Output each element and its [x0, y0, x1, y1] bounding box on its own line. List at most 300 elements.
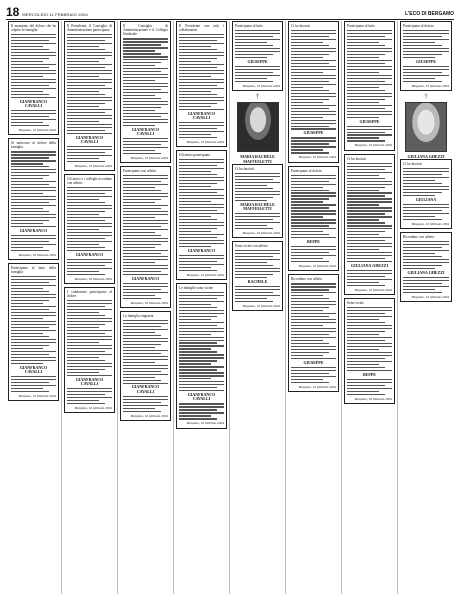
text-line — [11, 160, 56, 161]
text-line — [291, 252, 329, 253]
text-line — [179, 228, 217, 229]
text-line — [291, 204, 336, 205]
text-line — [123, 47, 168, 48]
body-text-lines — [11, 34, 56, 98]
text-line — [123, 396, 168, 397]
text-line — [11, 250, 49, 251]
text-line — [235, 271, 280, 272]
text-line — [11, 85, 49, 86]
notice-text: Sono vicini — [347, 301, 364, 306]
text-line — [403, 186, 449, 187]
text-line — [403, 280, 449, 281]
text-line — [179, 378, 211, 379]
text-line — [67, 321, 112, 322]
text-line — [67, 333, 105, 334]
text-line — [123, 38, 168, 39]
text-line — [179, 409, 217, 410]
text-line — [291, 30, 336, 31]
text-line — [123, 104, 168, 105]
text-line — [179, 337, 224, 338]
obituary-notice — [64, 287, 115, 413]
body-text-lines — [235, 286, 280, 302]
text-line — [347, 237, 392, 238]
text-line — [11, 55, 56, 56]
text-line — [123, 371, 161, 372]
text-line — [179, 79, 224, 80]
text-line — [123, 262, 155, 263]
text-line — [403, 69, 449, 70]
text-line — [123, 62, 161, 63]
text-line — [123, 226, 161, 227]
text-line — [11, 181, 56, 182]
text-line — [179, 412, 224, 413]
text-line — [67, 265, 105, 266]
text-line — [347, 60, 392, 61]
text-line — [123, 350, 168, 351]
text-line — [403, 36, 442, 37]
text-line — [11, 351, 56, 352]
text-line — [291, 216, 323, 217]
text-line — [291, 373, 329, 374]
text-line — [11, 193, 43, 194]
deceased-name: GIUSEPPE — [303, 359, 324, 365]
notice-place-date: Bergamo, 10 febbraio 2004 — [298, 384, 336, 389]
notice-text: Partecipano al dolore — [403, 24, 434, 28]
text-line — [291, 120, 336, 121]
text-line — [291, 337, 336, 338]
deceased-name: GIUSEPPE — [415, 58, 436, 64]
text-line — [11, 94, 49, 95]
text-line — [347, 385, 385, 386]
text-line — [291, 48, 336, 49]
text-line — [67, 76, 99, 77]
text-line — [179, 177, 224, 178]
text-line — [347, 134, 392, 135]
text-line — [11, 64, 56, 65]
text-line — [179, 310, 224, 311]
deceased-name: GIANFRANCO CAVALLI — [19, 364, 48, 375]
text-line — [179, 403, 224, 404]
body-text-lines — [11, 110, 56, 126]
text-line — [11, 382, 49, 383]
text-line — [67, 375, 112, 376]
text-line — [123, 356, 168, 357]
text-line — [11, 360, 56, 361]
text-line — [67, 205, 112, 206]
body-text-lines — [179, 34, 224, 110]
notice-place-date: Bergamo, 10 febbraio 2004 — [298, 155, 336, 160]
text-line — [291, 367, 336, 368]
text-line — [291, 181, 329, 182]
text-line — [347, 178, 385, 179]
obituary-notice — [400, 232, 452, 302]
text-line — [235, 45, 273, 46]
text-line — [291, 78, 336, 79]
column-3 — [118, 21, 174, 594]
text-line — [235, 289, 280, 290]
deceased-name: GIANFRANCO CAVALLI — [131, 126, 160, 137]
text-line — [123, 89, 161, 90]
text-line — [123, 41, 168, 42]
text-line — [11, 82, 56, 83]
column-8 — [398, 21, 454, 594]
text-line — [67, 61, 99, 62]
text-line — [67, 187, 112, 188]
text-line — [67, 127, 112, 128]
text-line — [347, 322, 385, 323]
text-line — [235, 75, 280, 76]
text-line — [291, 36, 329, 37]
obituary-notice — [232, 21, 283, 91]
text-line — [179, 49, 217, 50]
text-line — [123, 59, 168, 60]
text-line — [67, 315, 105, 316]
text-line — [11, 184, 49, 185]
text-line — [123, 150, 155, 151]
text-line — [67, 85, 105, 86]
text-line — [291, 210, 336, 211]
text-line — [347, 78, 392, 79]
text-line — [347, 328, 392, 329]
text-line — [347, 382, 392, 383]
body-text-lines — [347, 163, 392, 263]
text-line — [403, 81, 442, 82]
text-line — [347, 343, 392, 344]
text-line — [11, 282, 49, 283]
deceased-name: GIANFRANCO CAVALLI — [19, 98, 48, 109]
text-line — [67, 121, 99, 122]
text-line — [179, 369, 217, 370]
text-line — [123, 125, 155, 126]
body-text-lines — [67, 146, 112, 162]
text-line — [11, 97, 56, 98]
obituary-notice — [64, 21, 115, 171]
text-line — [123, 65, 155, 66]
text-line — [235, 185, 267, 186]
text-line — [347, 114, 392, 115]
text-line — [11, 73, 56, 74]
text-line — [123, 220, 168, 221]
text-line — [123, 274, 168, 275]
text-line — [291, 343, 329, 344]
obituary-notice — [8, 263, 59, 401]
text-line — [291, 358, 336, 359]
text-line — [67, 100, 112, 101]
text-line — [347, 36, 385, 37]
deceased-name: GIANFRANCO — [19, 227, 48, 233]
text-line — [235, 66, 280, 67]
body-text-lines — [403, 30, 449, 58]
text-line — [403, 48, 449, 49]
text-line — [179, 381, 224, 382]
body-text-lines — [347, 126, 392, 142]
text-line — [179, 52, 224, 53]
text-line — [179, 222, 224, 223]
text-line — [291, 102, 323, 103]
text-line — [11, 40, 49, 41]
text-line — [179, 307, 217, 308]
text-line — [179, 216, 211, 217]
text-line — [67, 388, 112, 389]
text-line — [67, 79, 112, 80]
text-line — [11, 379, 56, 380]
text-line — [67, 155, 112, 156]
text-line — [403, 289, 435, 290]
text-line — [179, 122, 224, 123]
text-line — [11, 238, 56, 239]
notice-place-date: Bergamo, 10 febbraio 2004 — [242, 303, 280, 308]
obituary-photo — [237, 102, 279, 152]
text-line — [347, 51, 392, 52]
text-line — [11, 34, 56, 35]
text-line — [67, 306, 105, 307]
text-line — [123, 202, 155, 203]
text-line — [179, 331, 224, 332]
notice-text: I condomini partecipano al dolore — [67, 289, 112, 299]
text-line — [347, 243, 392, 244]
text-line — [235, 69, 280, 70]
text-line — [123, 110, 155, 111]
text-line — [123, 362, 155, 363]
body-text-lines — [291, 367, 336, 383]
text-line — [291, 45, 329, 46]
text-line — [11, 61, 43, 62]
text-line — [291, 105, 336, 106]
text-line — [179, 372, 224, 373]
text-line — [67, 193, 105, 194]
body-text-lines — [67, 34, 112, 134]
text-line — [403, 286, 449, 287]
text-line — [67, 217, 112, 218]
text-line — [11, 385, 56, 386]
text-line — [235, 188, 273, 189]
text-line — [403, 259, 449, 260]
text-line — [67, 339, 112, 340]
text-line — [11, 190, 56, 191]
text-line — [67, 250, 112, 251]
text-line — [179, 213, 224, 214]
text-line — [179, 240, 224, 241]
text-line — [403, 183, 442, 184]
body-text-lines — [235, 173, 280, 201]
text-line — [11, 312, 56, 313]
text-line — [291, 187, 323, 188]
text-line — [403, 171, 449, 172]
text-line — [67, 152, 105, 153]
obituary-notice — [8, 21, 59, 135]
deceased-name: BEPPE — [307, 239, 320, 245]
text-line — [123, 193, 168, 194]
text-line — [347, 187, 385, 188]
text-line — [179, 351, 217, 352]
text-line — [179, 225, 224, 226]
text-line — [123, 107, 161, 108]
text-line — [403, 45, 442, 46]
body-text-lines — [235, 250, 280, 278]
text-line — [291, 57, 323, 58]
text-line — [347, 349, 379, 350]
text-line — [123, 175, 168, 176]
text-line — [235, 36, 273, 37]
text-line — [67, 372, 99, 373]
text-line — [179, 270, 217, 271]
text-line — [67, 232, 112, 233]
deceased-name: GIULIANA — [415, 196, 437, 202]
text-line — [403, 292, 442, 293]
text-line — [347, 63, 385, 64]
text-line — [291, 313, 336, 314]
text-line — [11, 202, 49, 203]
text-line — [403, 262, 449, 263]
text-line — [235, 259, 280, 260]
text-line — [123, 113, 168, 114]
text-line — [347, 319, 379, 320]
body-text-lines — [67, 388, 112, 404]
text-line — [123, 232, 155, 233]
text-line — [347, 175, 379, 176]
obituary-notice — [288, 21, 339, 163]
text-line — [291, 310, 323, 311]
text-line — [11, 241, 49, 242]
notice-place-date: Bergamo, 10 febbraio 2004 — [74, 276, 112, 281]
body-text-lines — [347, 270, 392, 286]
text-line — [11, 214, 56, 215]
text-line — [291, 331, 336, 332]
text-line — [347, 394, 385, 395]
text-line — [291, 175, 336, 176]
text-line — [179, 34, 224, 35]
text-line — [291, 328, 336, 329]
notice-text: Gli amici partecipano — [179, 153, 211, 158]
text-line — [179, 40, 217, 41]
text-line — [179, 354, 224, 355]
text-line — [403, 192, 442, 193]
text-line — [347, 48, 392, 49]
text-line — [123, 377, 155, 378]
text-line — [291, 99, 329, 100]
text-line — [179, 246, 211, 247]
body-text-lines — [291, 246, 336, 262]
text-line — [291, 111, 336, 112]
notice-place-date: Bergamo, 10 febbraio 2004 — [411, 221, 449, 226]
text-line — [291, 69, 336, 70]
text-line — [67, 97, 112, 98]
notice-text: Ci ha lasciati — [291, 24, 310, 28]
text-line — [11, 151, 56, 152]
column-5 — [230, 21, 286, 594]
text-line — [235, 51, 280, 52]
text-line — [67, 55, 112, 56]
text-line — [403, 277, 449, 278]
text-line — [123, 119, 168, 120]
text-line — [291, 87, 323, 88]
text-line — [347, 42, 379, 43]
text-line — [347, 169, 385, 170]
text-line — [179, 207, 224, 208]
text-line — [67, 91, 99, 92]
text-line — [291, 249, 336, 250]
text-line — [67, 202, 105, 203]
text-line — [179, 85, 217, 86]
notice-text: Partecipano al lutto — [347, 24, 375, 28]
text-line — [67, 112, 105, 113]
text-line — [235, 219, 273, 220]
text-line — [179, 198, 224, 199]
text-line — [11, 110, 56, 111]
text-line — [291, 246, 336, 247]
notice-text: Le famiglie sono vicine — [179, 285, 214, 290]
text-line — [291, 93, 336, 94]
text-line — [347, 276, 385, 277]
text-line — [179, 334, 211, 335]
text-line — [123, 138, 168, 139]
text-line — [179, 348, 211, 349]
text-line — [123, 244, 161, 245]
text-line — [67, 124, 112, 125]
text-line — [67, 327, 99, 328]
text-line — [179, 313, 224, 314]
text-line — [179, 406, 224, 407]
text-line — [179, 328, 224, 329]
text-line — [179, 165, 217, 166]
text-line — [11, 294, 56, 295]
notice-text: Si uniscono al dolore della famiglia — [11, 141, 56, 150]
notice-text: Ci ha lasciati — [235, 166, 254, 171]
text-line — [67, 58, 105, 59]
text-line — [123, 83, 168, 84]
publication-name: L'ECO DI BERGAMO — [405, 11, 454, 17]
text-line — [403, 210, 442, 211]
text-line — [179, 261, 217, 262]
obituary-notice — [344, 298, 395, 404]
text-line — [11, 67, 49, 68]
deceased-name: GIANFRANCO — [75, 251, 104, 257]
text-line — [123, 332, 155, 333]
text-line — [291, 349, 336, 350]
text-line — [291, 96, 336, 97]
text-line — [67, 244, 99, 245]
text-line — [291, 39, 336, 40]
text-line — [347, 102, 379, 103]
text-line — [11, 388, 43, 389]
text-line — [11, 306, 56, 307]
body-text-lines — [235, 30, 280, 58]
photo-caption-name: GIULIANA GHEZZI — [407, 153, 445, 159]
text-line — [11, 52, 56, 53]
text-line — [403, 75, 449, 76]
text-line — [291, 149, 323, 150]
text-line — [347, 57, 379, 58]
page-date: MERCOLEDÌ 11 FEBBRAIO 2004 — [22, 12, 88, 17]
notice-place-date: Bergamo, 10 febbraio 2004 — [354, 288, 392, 293]
text-line — [123, 295, 155, 296]
text-line — [347, 325, 392, 326]
text-line — [179, 183, 217, 184]
notice-place-date: Bergamo, 10 febbraio 2004 — [130, 300, 168, 305]
deceased-name: GIANFRANCO CAVALLI — [75, 134, 104, 144]
text-line — [123, 238, 168, 239]
text-line — [67, 363, 112, 364]
text-line — [179, 58, 217, 59]
text-line — [403, 253, 435, 254]
body-text-lines — [235, 213, 280, 229]
text-line — [347, 72, 379, 73]
text-line — [11, 49, 49, 50]
text-line — [123, 208, 161, 209]
text-line — [291, 81, 329, 82]
text-line — [123, 71, 161, 72]
text-line — [347, 129, 392, 130]
